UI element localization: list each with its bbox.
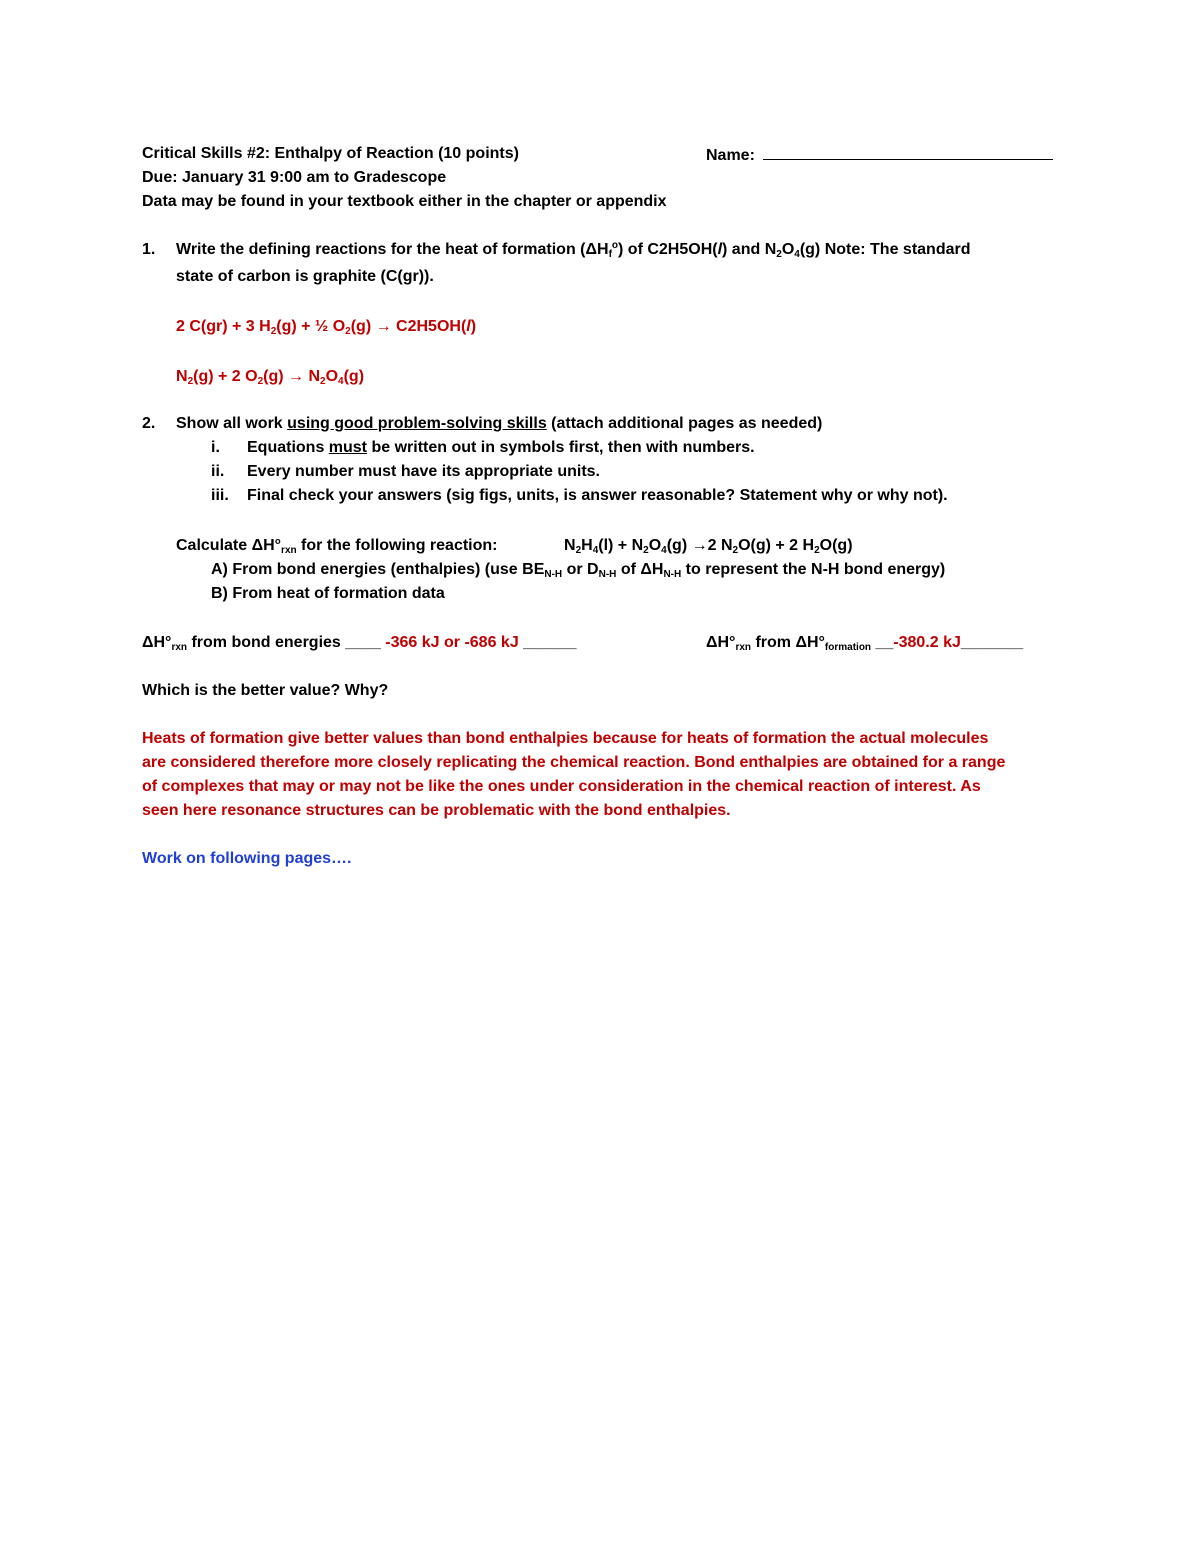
- name-label: Name:: [706, 147, 755, 164]
- instruction-item: i. Equations must be written out in symbols first, then with numbers.: [211, 439, 755, 456]
- result-bond-energies: $\Delta H^\circ_{rxn}$ from bond energies ____ -366 kJ or -686 kJ ______: [142, 634, 577, 653]
- instruction-item: iii. Final check your answers (sig figs, units, is answer reasonable? Statement why or why not).: [211, 487, 948, 504]
- answer-paragraph-line: Heats of formation give better values than bond enthalpies because for heats of formation the actual molecules: [142, 730, 989, 747]
- question-1: 1. Write the defining reactions for the heat of formation $(\Delta H_f^o)$ of C2H5OH(l) and $N_2O_4(g)$ Note: The standard: [142, 240, 971, 260]
- result-heat-of-formation: $\Delta H^\circ_{rxn}$ from $\Delta H^\circ_{formation}$ __-380.2 kJ_______: [706, 634, 1024, 653]
- name-blank: [763, 143, 1053, 160]
- data-note: Data may be found in your textbook either in the chapter or appendix: [142, 193, 667, 210]
- answer-n2o4-formation: $N_2(g) + 2$ $O_2(g) \to N_2O_4(g)$: [176, 368, 365, 387]
- bond-energy-value: -366 kJ or -686 kJ: [385, 634, 519, 651]
- instruction-item: ii. Every number must have its appropriate units.: [211, 463, 600, 480]
- target-reaction: $N_2H_4(l) + N_2O_4(g) \to 2$ $N_2O(g) + 2$ $H_2O(g)$: [564, 537, 853, 556]
- calculate-instruction: Calculate $\Delta H^\circ_{rxn}$ for the following reaction:: [176, 537, 498, 556]
- answer-paragraph-line: of complexes that may or may not be like the ones under consideration in the chemical reaction of interest. As: [142, 778, 981, 795]
- answer-paragraph-line: are considered therefore more closely replicating the chemical reaction. Bond enthalpies are obtained for a range: [142, 754, 1006, 771]
- question-2-number: 2.: [142, 415, 156, 432]
- formation-value: -380.2 kJ: [893, 634, 961, 651]
- answer-ethanol-formation: 2 C(gr) + 3 $H_2(g)$ + ½ $O_2(g) \to C2H5OH(l)$: [176, 318, 477, 337]
- due-date: Due: January 31 9:00 am to Gradescope: [142, 169, 447, 186]
- part-b-instruction: B) From heat of formation data: [211, 585, 445, 602]
- question-2: 2. Show all work using good problem-solving skills (attach additional pages as needed): [142, 413, 822, 435]
- worksheet-title: Critical Skills #2: Enthalpy of Reaction (10 points): [142, 145, 519, 162]
- footer-note: Work on following pages….: [142, 850, 352, 867]
- part-a-instruction: A) From bond energies (enthalpies) (use $BE_{N-H}$ or $D_{N-H}$ of $\Delta H_{N-H}$ to represent the N-H bond energy): [211, 561, 946, 580]
- name-field: [706, 143, 1053, 167]
- question-1-line-2: state of carbon is graphite (C(gr)).: [176, 268, 434, 285]
- comparison-question: Which is the better value? Why?: [142, 682, 389, 699]
- question-1-number: 1.: [142, 241, 156, 258]
- answer-paragraph-line: seen here resonance structures can be problematic with the bond enthalpies.: [142, 802, 731, 819]
